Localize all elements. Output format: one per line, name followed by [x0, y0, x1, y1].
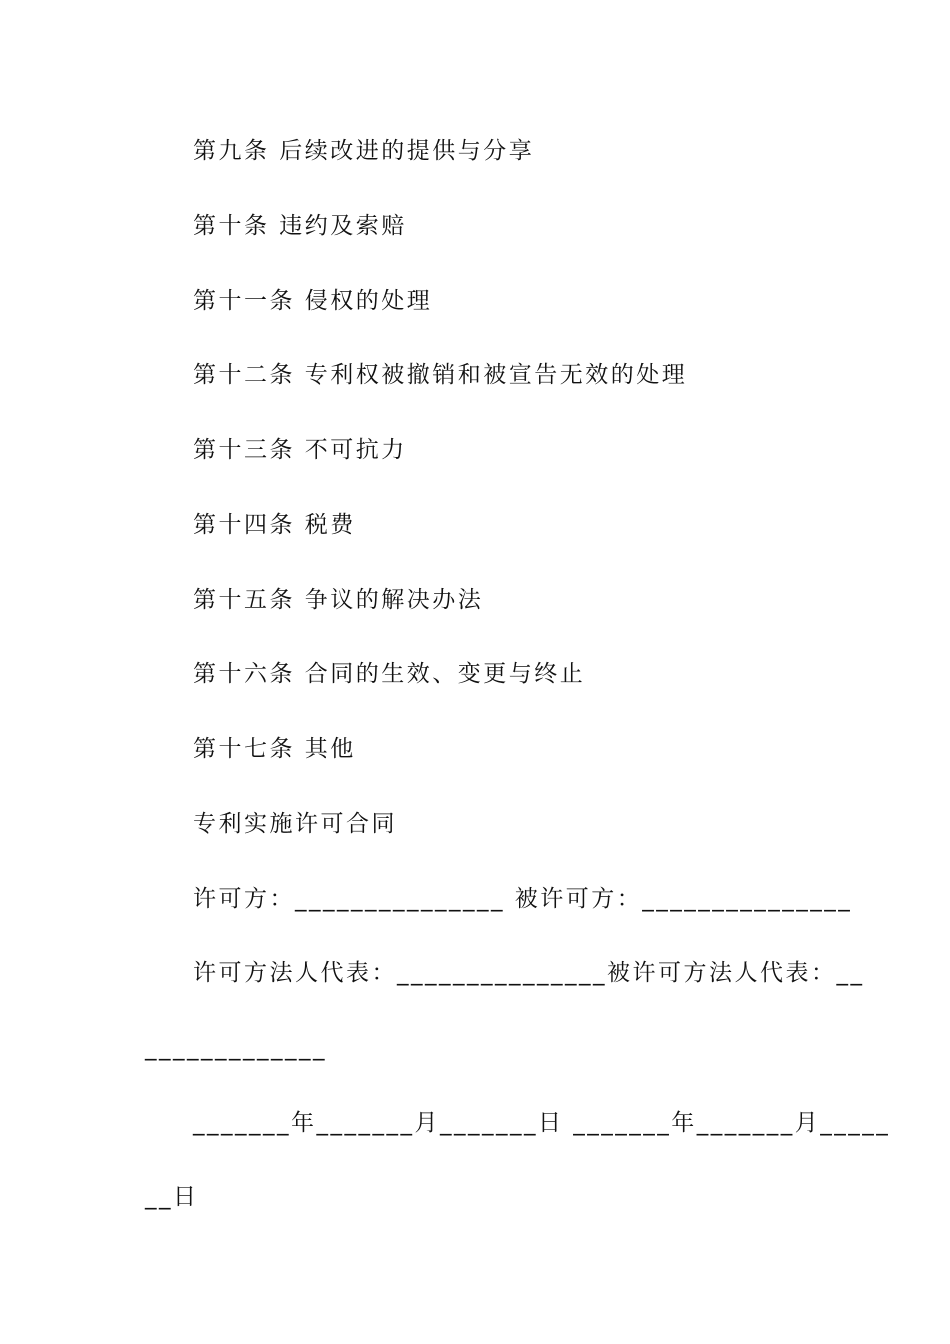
article-12-heading: 第十二条 专利权被撤销和被宣告无效的处理 — [193, 362, 688, 388]
article-9-heading: 第九条 后续改进的提供与分享 — [193, 138, 535, 164]
article-17-heading: 第十七条 其他 — [193, 736, 356, 762]
date-line-continued: __日 — [145, 1184, 199, 1210]
article-10-heading: 第十条 违约及索赔 — [193, 213, 407, 239]
representatives-line: 许可方法人代表：_______________被许可方法人代表：__ — [193, 960, 865, 986]
article-15-heading: 第十五条 争议的解决办法 — [193, 587, 484, 613]
article-14-heading: 第十四条 税费 — [193, 512, 356, 538]
parties-line: 许可方：_______________ 被许可方：_______________ — [193, 886, 853, 912]
article-13-heading: 第十三条 不可抗力 — [193, 437, 407, 463]
date-line: _______年_______月_______日 _______年_______月_____ — [193, 1110, 891, 1136]
article-16-heading: 第十六条 合同的生效、变更与终止 — [193, 661, 586, 687]
representatives-line-continued: _____________ — [145, 1035, 327, 1061]
article-11-heading: 第十一条 侵权的处理 — [193, 288, 433, 314]
contract-title: 专利实施许可合同 — [193, 811, 397, 837]
